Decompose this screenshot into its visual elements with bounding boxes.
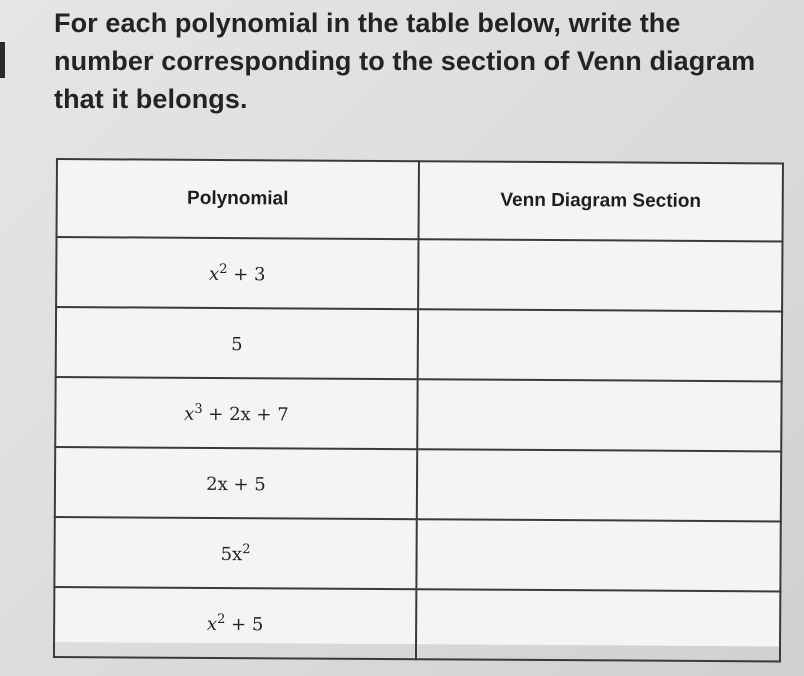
table-row: [55, 377, 781, 451]
polynomial-cell: [54, 587, 416, 659]
polynomial-expression: $x^2 + 5$: [206, 611, 264, 635]
polynomial-expression: $x^3 + 2x + 7$: [184, 401, 289, 425]
polynomial-expression: $5x^2$: [220, 541, 251, 565]
venn-section-cell[interactable]: [418, 309, 782, 381]
polynomial-cell: [55, 377, 417, 449]
polynomial-expression: 2x + 5: [206, 473, 266, 495]
venn-section-cell[interactable]: [416, 589, 780, 661]
polynomial-table: [53, 158, 782, 646]
venn-section-cell[interactable]: [418, 239, 782, 311]
venn-section-cell[interactable]: [417, 449, 781, 521]
table-header-row: [57, 159, 783, 241]
polynomial-cell: [56, 307, 418, 379]
polynomial-cell: [55, 447, 417, 519]
margin-mark: [0, 42, 5, 78]
table-row: [54, 587, 780, 661]
polynomial-expression: $x^2 + 3$: [209, 261, 266, 285]
venn-section-cell[interactable]: [416, 519, 780, 591]
table-row: [55, 447, 781, 521]
table-row: [56, 237, 782, 311]
header-polynomial: Polynomial: [57, 159, 419, 239]
table-row: [56, 307, 782, 381]
instruction-text: For each polynomial in the table below, write the number corresponding to the section of Venn diagram that it belongs.: [54, 8, 756, 114]
polynomial-expression: 5: [231, 333, 243, 355]
table-row: [54, 517, 780, 591]
venn-section-cell[interactable]: [417, 379, 781, 451]
polynomial-cell: [56, 237, 418, 309]
header-venn-section: Venn Diagram Section: [419, 161, 783, 241]
polynomial-cell: [54, 517, 416, 589]
